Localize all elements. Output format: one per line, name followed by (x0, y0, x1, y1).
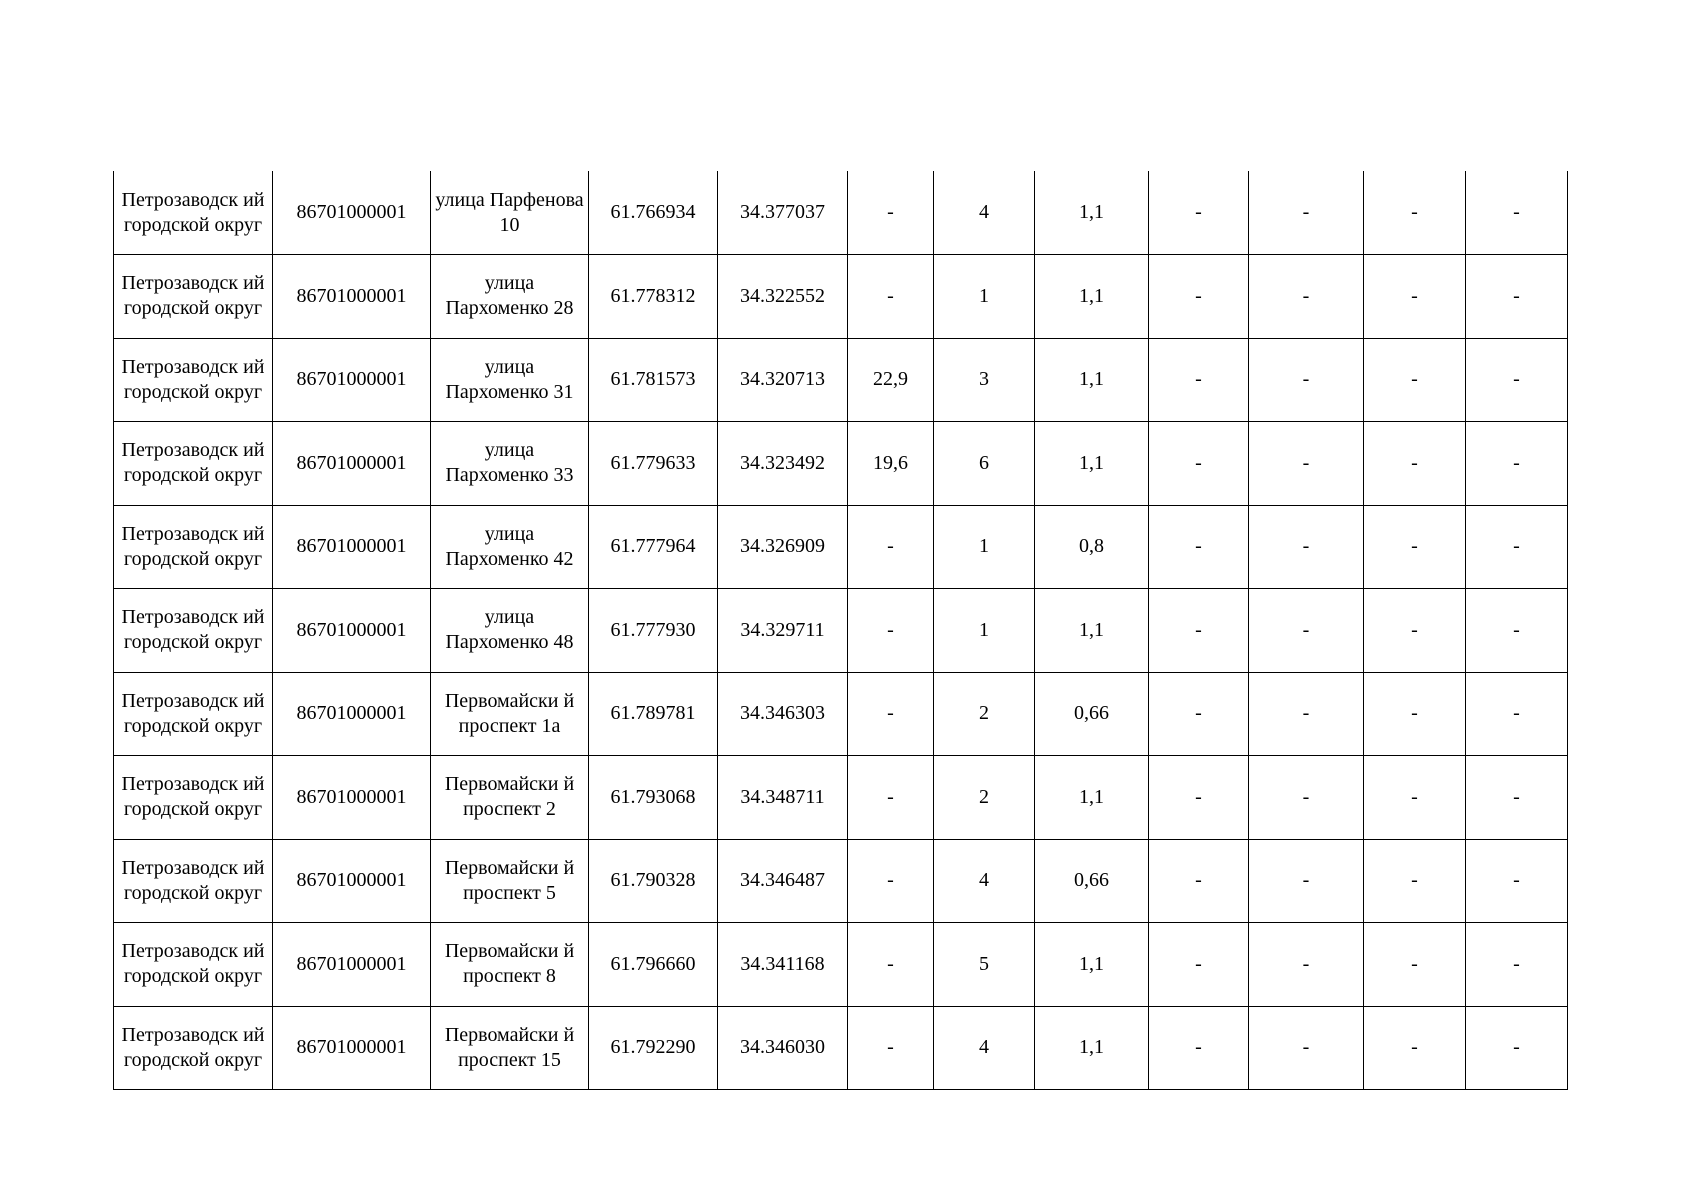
area-cell: - (848, 505, 934, 589)
municipality-cell: Петрозаводск ий городской округ (114, 923, 273, 1007)
latitude-cell: 61.766934 (589, 171, 718, 255)
latitude-cell: 61.793068 (589, 756, 718, 840)
table-row (114, 756, 1568, 840)
table-row (114, 589, 1568, 673)
longitude-cell: 34.346030 (718, 1006, 848, 1090)
latitude-cell: 61.777964 (589, 505, 718, 589)
data-cell-11: - (1364, 672, 1466, 756)
municipality-cell: Петрозаводск ий городской округ (114, 255, 273, 339)
oktmo-code-cell: 86701000001 (273, 255, 431, 339)
data-cell-10: - (1249, 1006, 1364, 1090)
data-cell-9: - (1149, 171, 1249, 255)
data-cell-11: - (1364, 1006, 1466, 1090)
address-cell: Первомайски й проспект 5 (431, 839, 589, 923)
table-row (114, 839, 1568, 923)
municipality-cell: Петрозаводск ий городской округ (114, 171, 273, 255)
container-volume-cell: 0,8 (1035, 505, 1149, 589)
longitude-cell: 34.346303 (718, 672, 848, 756)
area-cell: - (848, 672, 934, 756)
data-cell-9: - (1149, 923, 1249, 1007)
oktmo-code-cell: 86701000001 (273, 1006, 431, 1090)
data-cell-10: - (1249, 255, 1364, 339)
data-cell-12: - (1466, 505, 1568, 589)
municipality-cell: Петрозаводск ий городской округ (114, 839, 273, 923)
address-cell: улица Пархоменко 28 (431, 255, 589, 339)
municipality-cell: Петрозаводск ий городской округ (114, 756, 273, 840)
container-volume-cell: 1,1 (1035, 422, 1149, 506)
container-volume-cell: 1,1 (1035, 338, 1149, 422)
oktmo-code-cell: 86701000001 (273, 422, 431, 506)
data-cell-9: - (1149, 422, 1249, 506)
municipality-cell: Петрозаводск ий городской округ (114, 1006, 273, 1090)
area-cell: - (848, 171, 934, 255)
container-count-cell: 3 (934, 338, 1035, 422)
address-cell: Первомайски й проспект 8 (431, 923, 589, 1007)
oktmo-code-cell: 86701000001 (273, 338, 431, 422)
table-body (114, 171, 1568, 1090)
data-cell-12: - (1466, 589, 1568, 673)
container-count-cell: 2 (934, 756, 1035, 840)
address-cell: улица Пархоменко 42 (431, 505, 589, 589)
longitude-cell: 34.320713 (718, 338, 848, 422)
data-cell-12: - (1466, 255, 1568, 339)
data-cell-12: - (1466, 923, 1568, 1007)
municipality-cell: Петрозаводск ий городской округ (114, 338, 273, 422)
longitude-cell: 34.341168 (718, 923, 848, 1007)
container-count-cell: 1 (934, 505, 1035, 589)
address-cell: улица Пархоменко 31 (431, 338, 589, 422)
data-cell-9: - (1149, 589, 1249, 673)
oktmo-code-cell: 86701000001 (273, 672, 431, 756)
data-cell-9: - (1149, 839, 1249, 923)
container-count-cell: 4 (934, 1006, 1035, 1090)
address-cell: Первомайски й проспект 15 (431, 1006, 589, 1090)
data-cell-10: - (1249, 756, 1364, 840)
address-cell: Первомайски й проспект 1а (431, 672, 589, 756)
oktmo-code-cell: 86701000001 (273, 839, 431, 923)
oktmo-code-cell: 86701000001 (273, 923, 431, 1007)
table-row (114, 505, 1568, 589)
data-cell-9: - (1149, 505, 1249, 589)
container-count-cell: 4 (934, 839, 1035, 923)
latitude-cell: 61.779633 (589, 422, 718, 506)
data-cell-9: - (1149, 255, 1249, 339)
container-volume-cell: 1,1 (1035, 589, 1149, 673)
data-cell-11: - (1364, 422, 1466, 506)
table-row (114, 422, 1568, 506)
longitude-cell: 34.322552 (718, 255, 848, 339)
container-volume-cell: 1,1 (1035, 171, 1149, 255)
oktmo-code-cell: 86701000001 (273, 756, 431, 840)
area-cell: 22,9 (848, 338, 934, 422)
data-cell-9: - (1149, 338, 1249, 422)
latitude-cell: 61.790328 (589, 839, 718, 923)
container-count-cell: 6 (934, 422, 1035, 506)
area-cell: 19,6 (848, 422, 934, 506)
address-cell: Первомайски й проспект 2 (431, 756, 589, 840)
area-cell: - (848, 255, 934, 339)
container-count-cell: 1 (934, 255, 1035, 339)
data-cell-12: - (1466, 422, 1568, 506)
municipality-cell: Петрозаводск ий городской округ (114, 589, 273, 673)
container-volume-cell: 1,1 (1035, 1006, 1149, 1090)
longitude-cell: 34.346487 (718, 839, 848, 923)
container-volume-cell: 1,1 (1035, 923, 1149, 1007)
container-volume-cell: 0,66 (1035, 672, 1149, 756)
container-count-cell: 5 (934, 923, 1035, 1007)
address-cell: улица Пархоменко 48 (431, 589, 589, 673)
data-cell-11: - (1364, 255, 1466, 339)
longitude-cell: 34.348711 (718, 756, 848, 840)
latitude-cell: 61.778312 (589, 255, 718, 339)
data-cell-10: - (1249, 589, 1364, 673)
area-cell: - (848, 589, 934, 673)
address-cell: улица Пархоменко 33 (431, 422, 589, 506)
data-cell-10: - (1249, 839, 1364, 923)
data-cell-10: - (1249, 505, 1364, 589)
data-cell-11: - (1364, 338, 1466, 422)
area-cell: - (848, 923, 934, 1007)
data-cell-9: - (1149, 1006, 1249, 1090)
area-cell: - (848, 839, 934, 923)
latitude-cell: 61.777930 (589, 589, 718, 673)
data-cell-10: - (1249, 171, 1364, 255)
table-row (114, 171, 1568, 255)
longitude-cell: 34.377037 (718, 171, 848, 255)
latitude-cell: 61.789781 (589, 672, 718, 756)
municipality-cell: Петрозаводск ий городской округ (114, 422, 273, 506)
municipality-cell: Петрозаводск ий городской округ (114, 672, 273, 756)
data-cell-11: - (1364, 505, 1466, 589)
data-cell-9: - (1149, 672, 1249, 756)
registry-table (113, 171, 1568, 1090)
area-cell: - (848, 1006, 934, 1090)
oktmo-code-cell: 86701000001 (273, 589, 431, 673)
oktmo-code-cell: 86701000001 (273, 505, 431, 589)
longitude-cell: 34.326909 (718, 505, 848, 589)
table-row (114, 672, 1568, 756)
data-cell-10: - (1249, 923, 1364, 1007)
container-volume-cell: 1,1 (1035, 756, 1149, 840)
data-cell-12: - (1466, 839, 1568, 923)
data-cell-12: - (1466, 672, 1568, 756)
data-cell-9: - (1149, 756, 1249, 840)
oktmo-code-cell: 86701000001 (273, 171, 431, 255)
municipality-cell: Петрозаводск ий городской округ (114, 505, 273, 589)
data-cell-10: - (1249, 422, 1364, 506)
container-volume-cell: 1,1 (1035, 255, 1149, 339)
latitude-cell: 61.781573 (589, 338, 718, 422)
data-cell-11: - (1364, 923, 1466, 1007)
data-cell-11: - (1364, 839, 1466, 923)
container-volume-cell: 0,66 (1035, 839, 1149, 923)
data-cell-10: - (1249, 338, 1364, 422)
table-row (114, 923, 1568, 1007)
table-row (114, 1006, 1568, 1090)
table-row (114, 338, 1568, 422)
latitude-cell: 61.796660 (589, 923, 718, 1007)
data-cell-12: - (1466, 338, 1568, 422)
area-cell: - (848, 756, 934, 840)
data-cell-11: - (1364, 756, 1466, 840)
container-count-cell: 1 (934, 589, 1035, 673)
address-cell: улица Парфенова 10 (431, 171, 589, 255)
table-row (114, 255, 1568, 339)
longitude-cell: 34.323492 (718, 422, 848, 506)
data-cell-11: - (1364, 589, 1466, 673)
latitude-cell: 61.792290 (589, 1006, 718, 1090)
container-count-cell: 4 (934, 171, 1035, 255)
longitude-cell: 34.329711 (718, 589, 848, 673)
container-count-cell: 2 (934, 672, 1035, 756)
data-cell-11: - (1364, 171, 1466, 255)
data-cell-12: - (1466, 1006, 1568, 1090)
data-cell-12: - (1466, 756, 1568, 840)
data-cell-10: - (1249, 672, 1364, 756)
data-cell-12: - (1466, 171, 1568, 255)
